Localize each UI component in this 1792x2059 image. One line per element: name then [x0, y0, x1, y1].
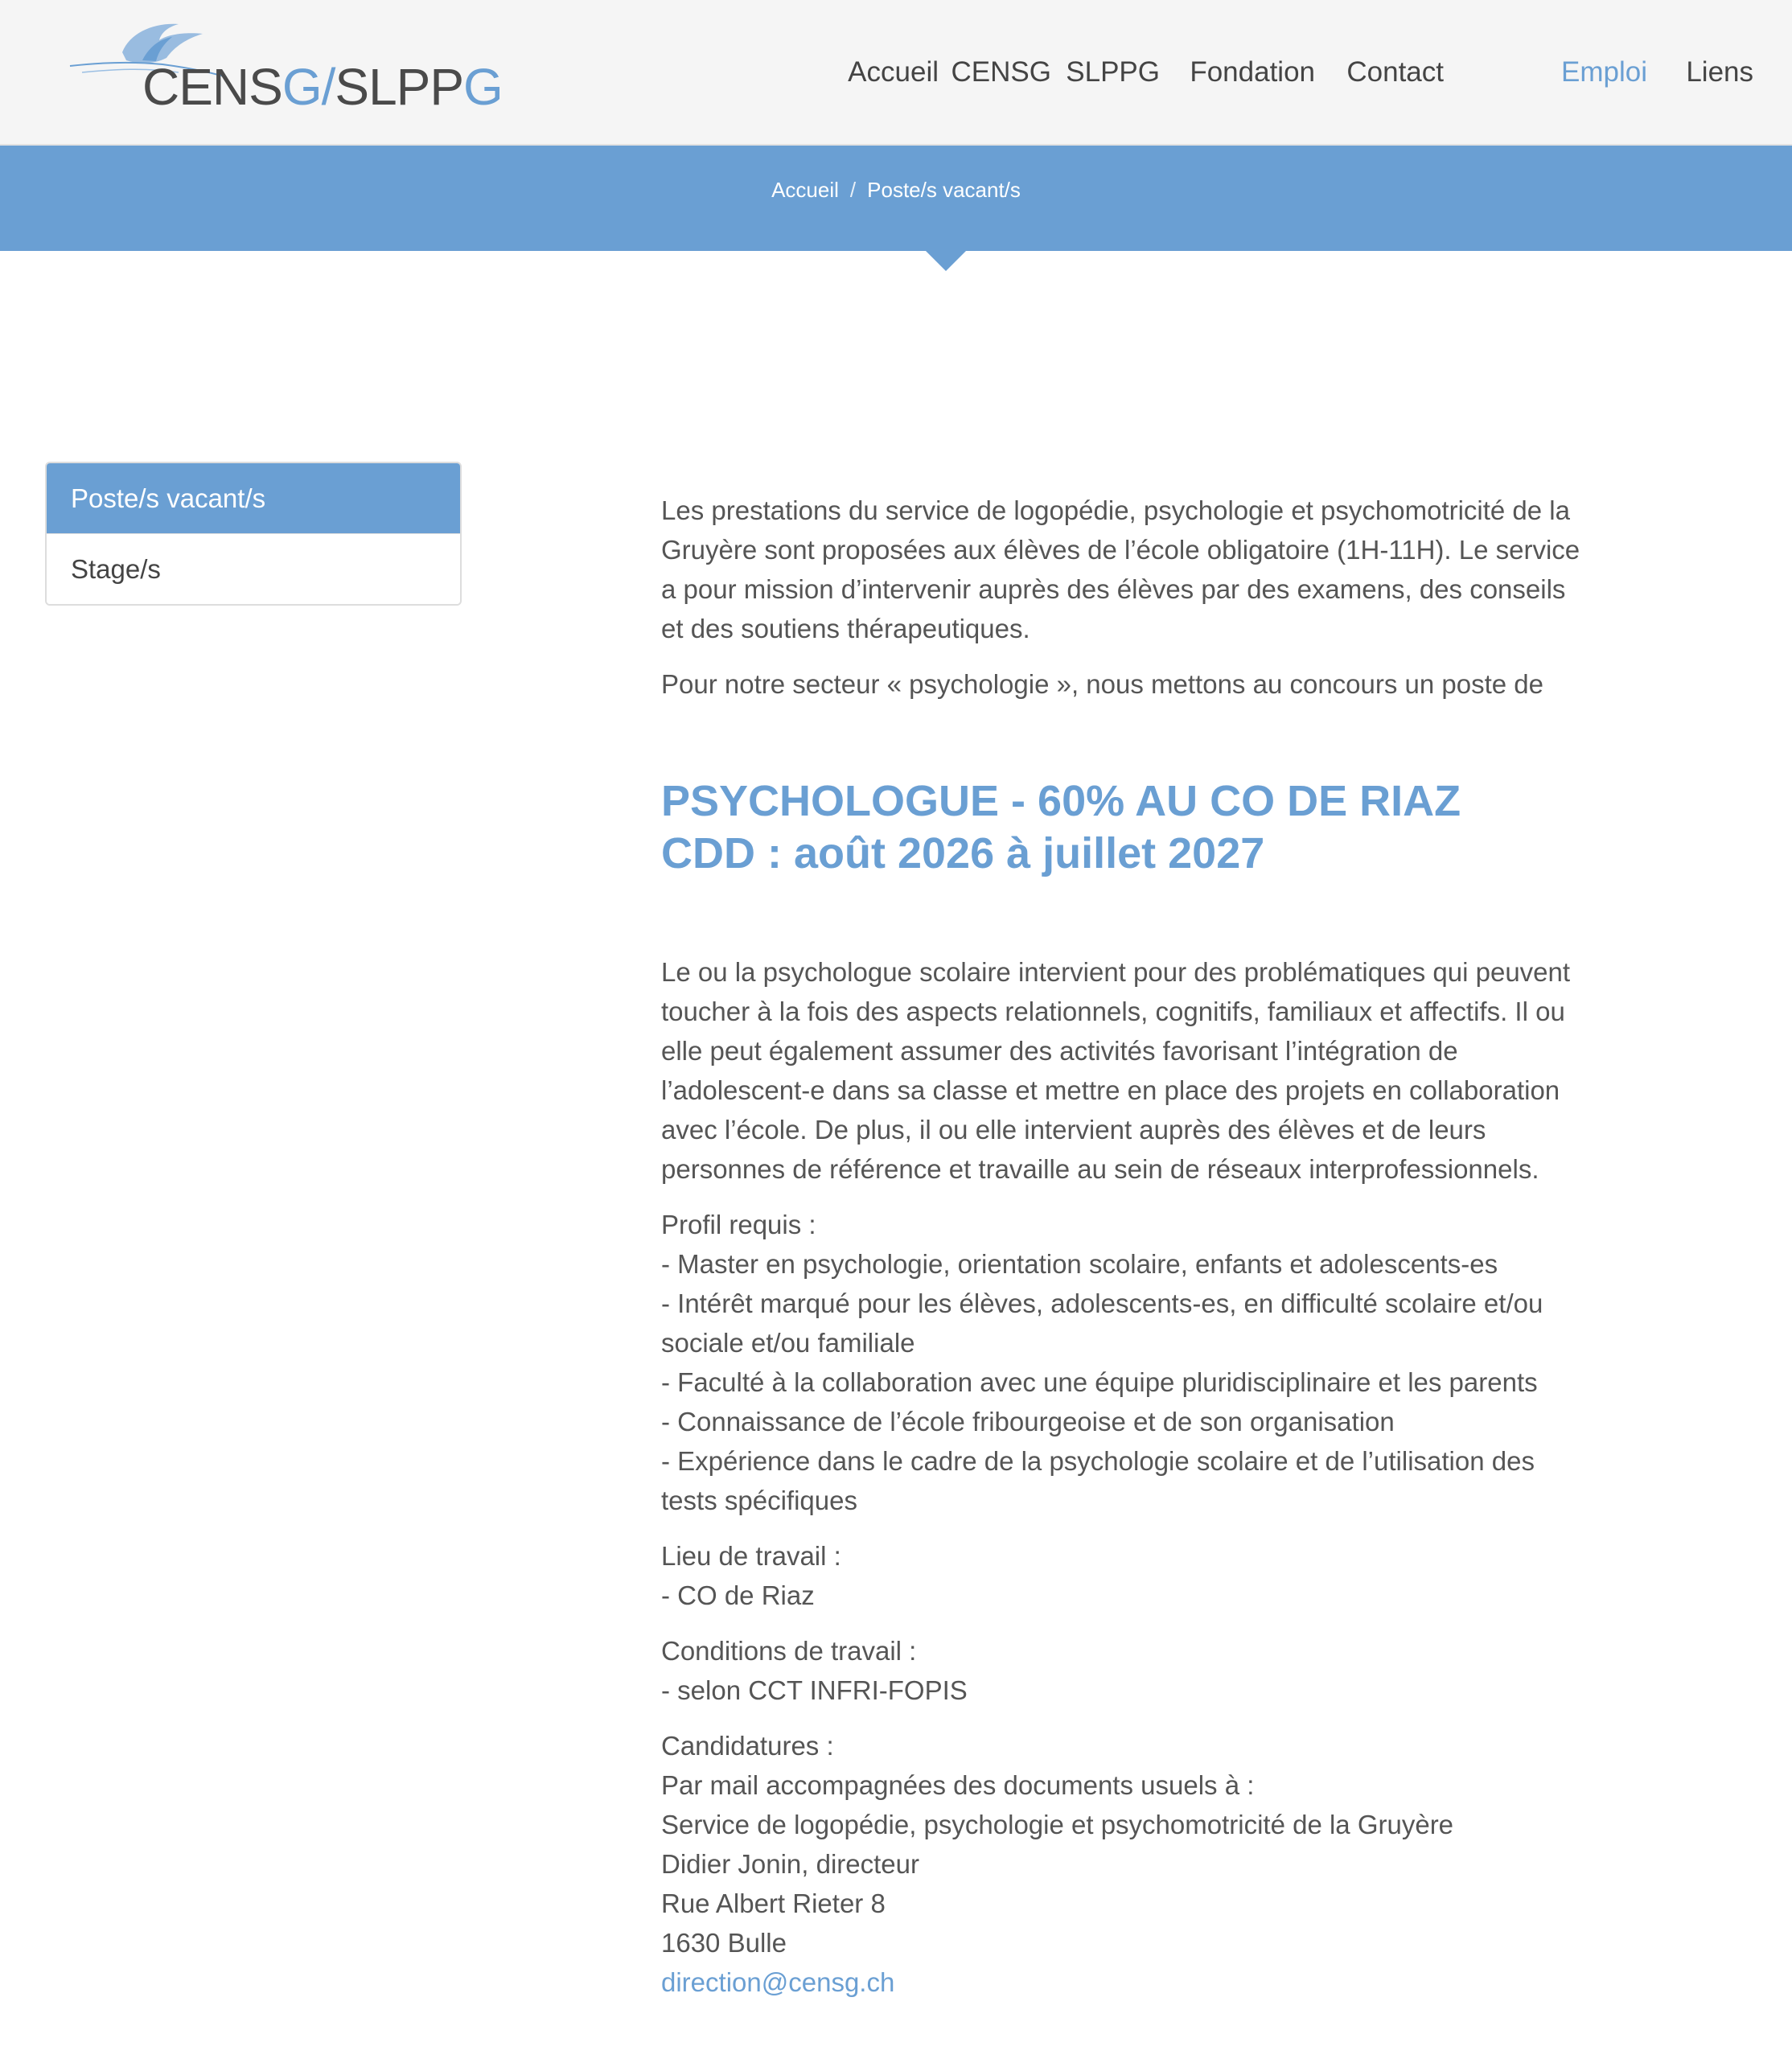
intro-announcement: Pour notre secteur « psychologie », nous mettons au concours un poste de: [661, 669, 1544, 699]
band-pointer: [925, 250, 967, 271]
breadcrumb-current: Poste/s vacant/s: [867, 178, 1021, 202]
conditions-heading: Conditions de travail :: [661, 1636, 917, 1666]
profile-item: - Expérience dans le cadre de la psychologie scolaire et de l’utilisation des tests spécifiques: [661, 1446, 1535, 1515]
location-value: - CO de Riaz: [661, 1580, 815, 1610]
sidebar-item-postes-vacants[interactable]: Poste/s vacant/s: [47, 463, 460, 533]
nav-liens[interactable]: Liens: [1686, 56, 1753, 88]
breadcrumb: [0, 178, 1792, 203]
profile-item: - Connaissance de l’école fribourgeoise et de son organisation: [661, 1407, 1395, 1436]
job-title: PSYCHOLOGUE - 60% AU CO DE RIAZ: [661, 777, 1461, 825]
email-link[interactable]: direction@censg.ch: [661, 1967, 895, 1997]
breadcrumb-home[interactable]: Accueil: [771, 178, 839, 202]
applications-line: Rue Albert Rieter 8: [661, 1888, 886, 1918]
job-title-block: [661, 775, 1594, 880]
job-description: Le ou la psychologue scolaire intervient pour des problématiques qui peuvent toucher à la fois des aspects relationnels, cognitifs, familiaux et affectifs. Il ou elle peut également assumer des activités favorisant l’intégration de l’adolescent-e dans sa classe et mettre en place des projets en collaboration avec l’école. De plus, il ou elle intervient auprès des élèves et de leurs personnes de référence et travaille au sein de réseaux interprofessionnels.: [661, 957, 1571, 1184]
applications-line: Service de logopédie, psychologie et psychomotricité de la Gruyère: [661, 1810, 1454, 1839]
conditions-section: [661, 1631, 1594, 1710]
applications-line: 1630 Bulle: [661, 1928, 787, 1958]
breadcrumb-separator: /: [849, 178, 857, 202]
profile-heading: Profil requis :: [661, 1210, 816, 1239]
nav-censg[interactable]: CENSG: [951, 56, 1051, 88]
main-content: [661, 491, 1594, 2018]
logo-wordmark: CENSG/SLPPG: [142, 58, 503, 116]
location-section: [661, 1536, 1594, 1615]
job-contract: CDD : août 2026 à juillet 2027: [661, 829, 1265, 877]
profile-section: [661, 1205, 1594, 1520]
nav-fondation[interactable]: Fondation: [1190, 56, 1315, 88]
nav-slppg[interactable]: SLPPG: [1066, 56, 1160, 88]
sidebar-menu: [45, 462, 462, 606]
applications-line: Didier Jonin, directeur: [661, 1849, 919, 1879]
applications-line: Par mail accompagnées des documents usuels à :: [661, 1770, 1255, 1800]
intro-paragraph: Les prestations du service de logopédie, psychologie et psychomotricité de la Gruyère sont proposées aux élèves de l’école obligatoire (1H-11H). Le service a pour mission d’intervenir auprès des élèves par des examens, des conseils et des soutiens thérapeutiques.: [661, 495, 1580, 643]
applications-section: [661, 1726, 1594, 2002]
applications-heading: Candidatures :: [661, 1731, 834, 1761]
sidebar-item-stages[interactable]: Stage/s: [47, 533, 460, 604]
nav-contact[interactable]: Contact: [1346, 56, 1444, 88]
location-heading: Lieu de travail :: [661, 1541, 841, 1571]
site-header: [0, 0, 1792, 146]
profile-item: - Master en psychologie, orientation scolaire, enfants et adolescents-es: [661, 1249, 1498, 1279]
profile-item: - Faculté à la collaboration avec une équipe pluridisciplinaire et les parents: [661, 1367, 1538, 1397]
profile-item: - Intérêt marqué pour les élèves, adolescents-es, en difficulté scolaire et/ou sociale et/ou familiale: [661, 1288, 1543, 1358]
conditions-value: - selon CCT INFRI-FOPIS: [661, 1675, 968, 1705]
nav-emploi[interactable]: Emploi: [1561, 56, 1647, 88]
nav-accueil[interactable]: Accueil: [848, 56, 939, 88]
site-logo[interactable]: [66, 16, 503, 121]
